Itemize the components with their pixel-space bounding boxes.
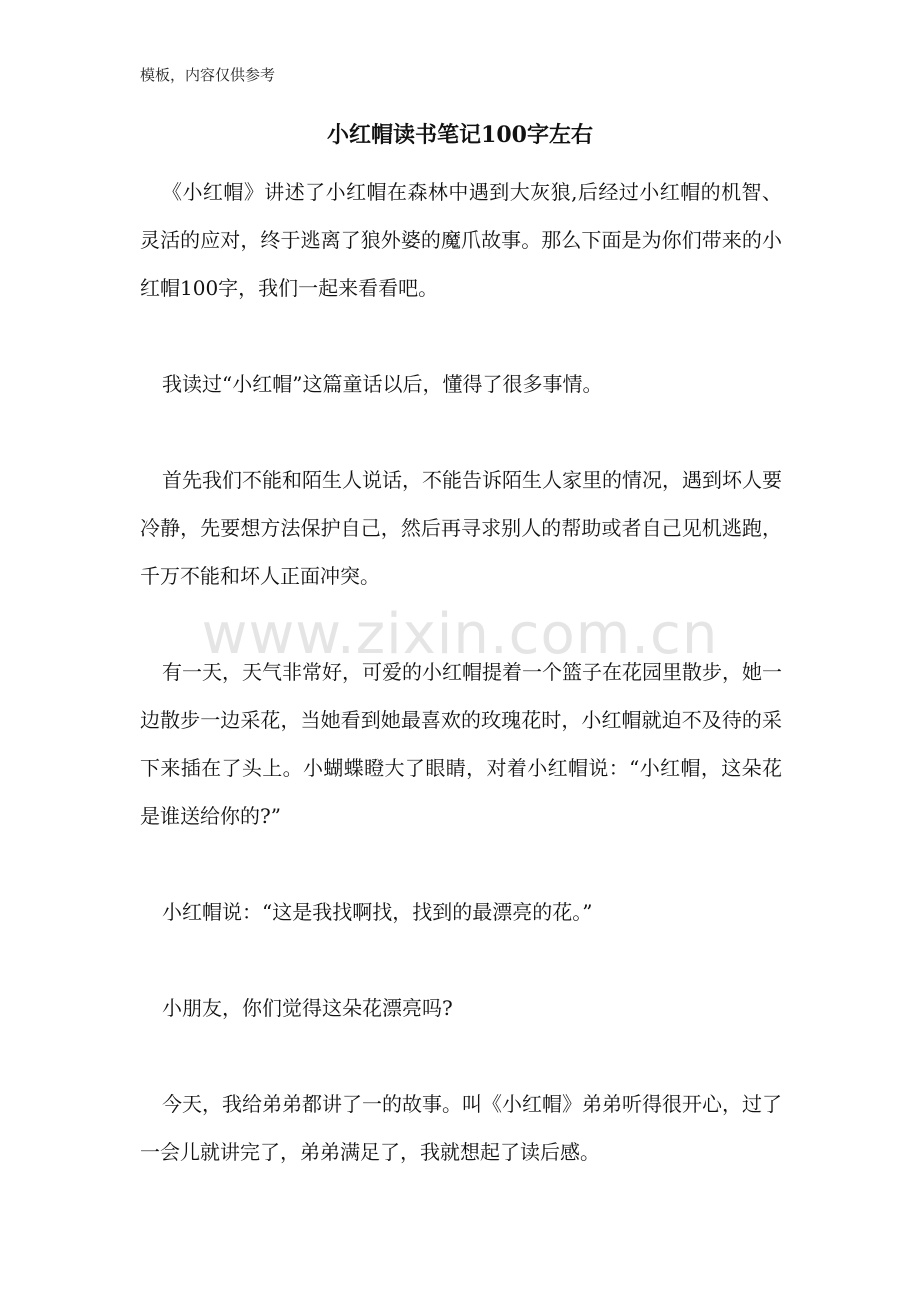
paragraph-story: 有一天，天气非常好，可爱的小红帽提着一个篮子在花园里散步，她一边散步一边采花，当她看到她最喜欢的玫瑰花时，小红帽就迫不及待的采下来插在了头上。小蝴蝶瞪大了眼睛，对着小红帽说：“小红帽，这朵花是谁送给你的?” — [140, 660, 782, 828]
document-body — [140, 168, 782, 1176]
header-note: 模板，内容仅供参考 — [140, 66, 276, 84]
watermark-text: www.zixin.com.cn — [201, 602, 719, 667]
document-title: 小红帽读书笔记100字左右 — [327, 122, 593, 148]
paragraph-reply: 小红帽说：“这是我找啊找，找到的最漂亮的花。” — [162, 900, 593, 924]
paragraph-lesson: 首先我们不能和陌生人说话，不能告诉陌生人家里的情况，遇到坏人要冷静，先要想方法保护自己，然后再寻求别人的帮助或者自己见机逃跑，千万不能和坏人正面冲突。 — [140, 468, 782, 588]
paragraph-ending: 今天，我给弟弟都讲了一的故事。叫《小红帽》弟弟听得很开心，过了一会儿就讲完了，弟弟满足了，我就想起了读后感。 — [140, 1092, 782, 1164]
paragraph-read: 我读过“小红帽”这篇童话以后，懂得了很多事情。 — [162, 372, 603, 396]
paragraph-intro: 《小红帽》讲述了小红帽在森林中遇到大灰狼,后经过小红帽的机智、灵活的应对，终于逃离了狼外婆的魔爪故事。那么下面是为你们带来的小红帽100字，我们一起来看看吧。 — [140, 180, 782, 300]
paragraph-question: 小朋友，你们觉得这朵花漂亮吗? — [162, 996, 453, 1020]
